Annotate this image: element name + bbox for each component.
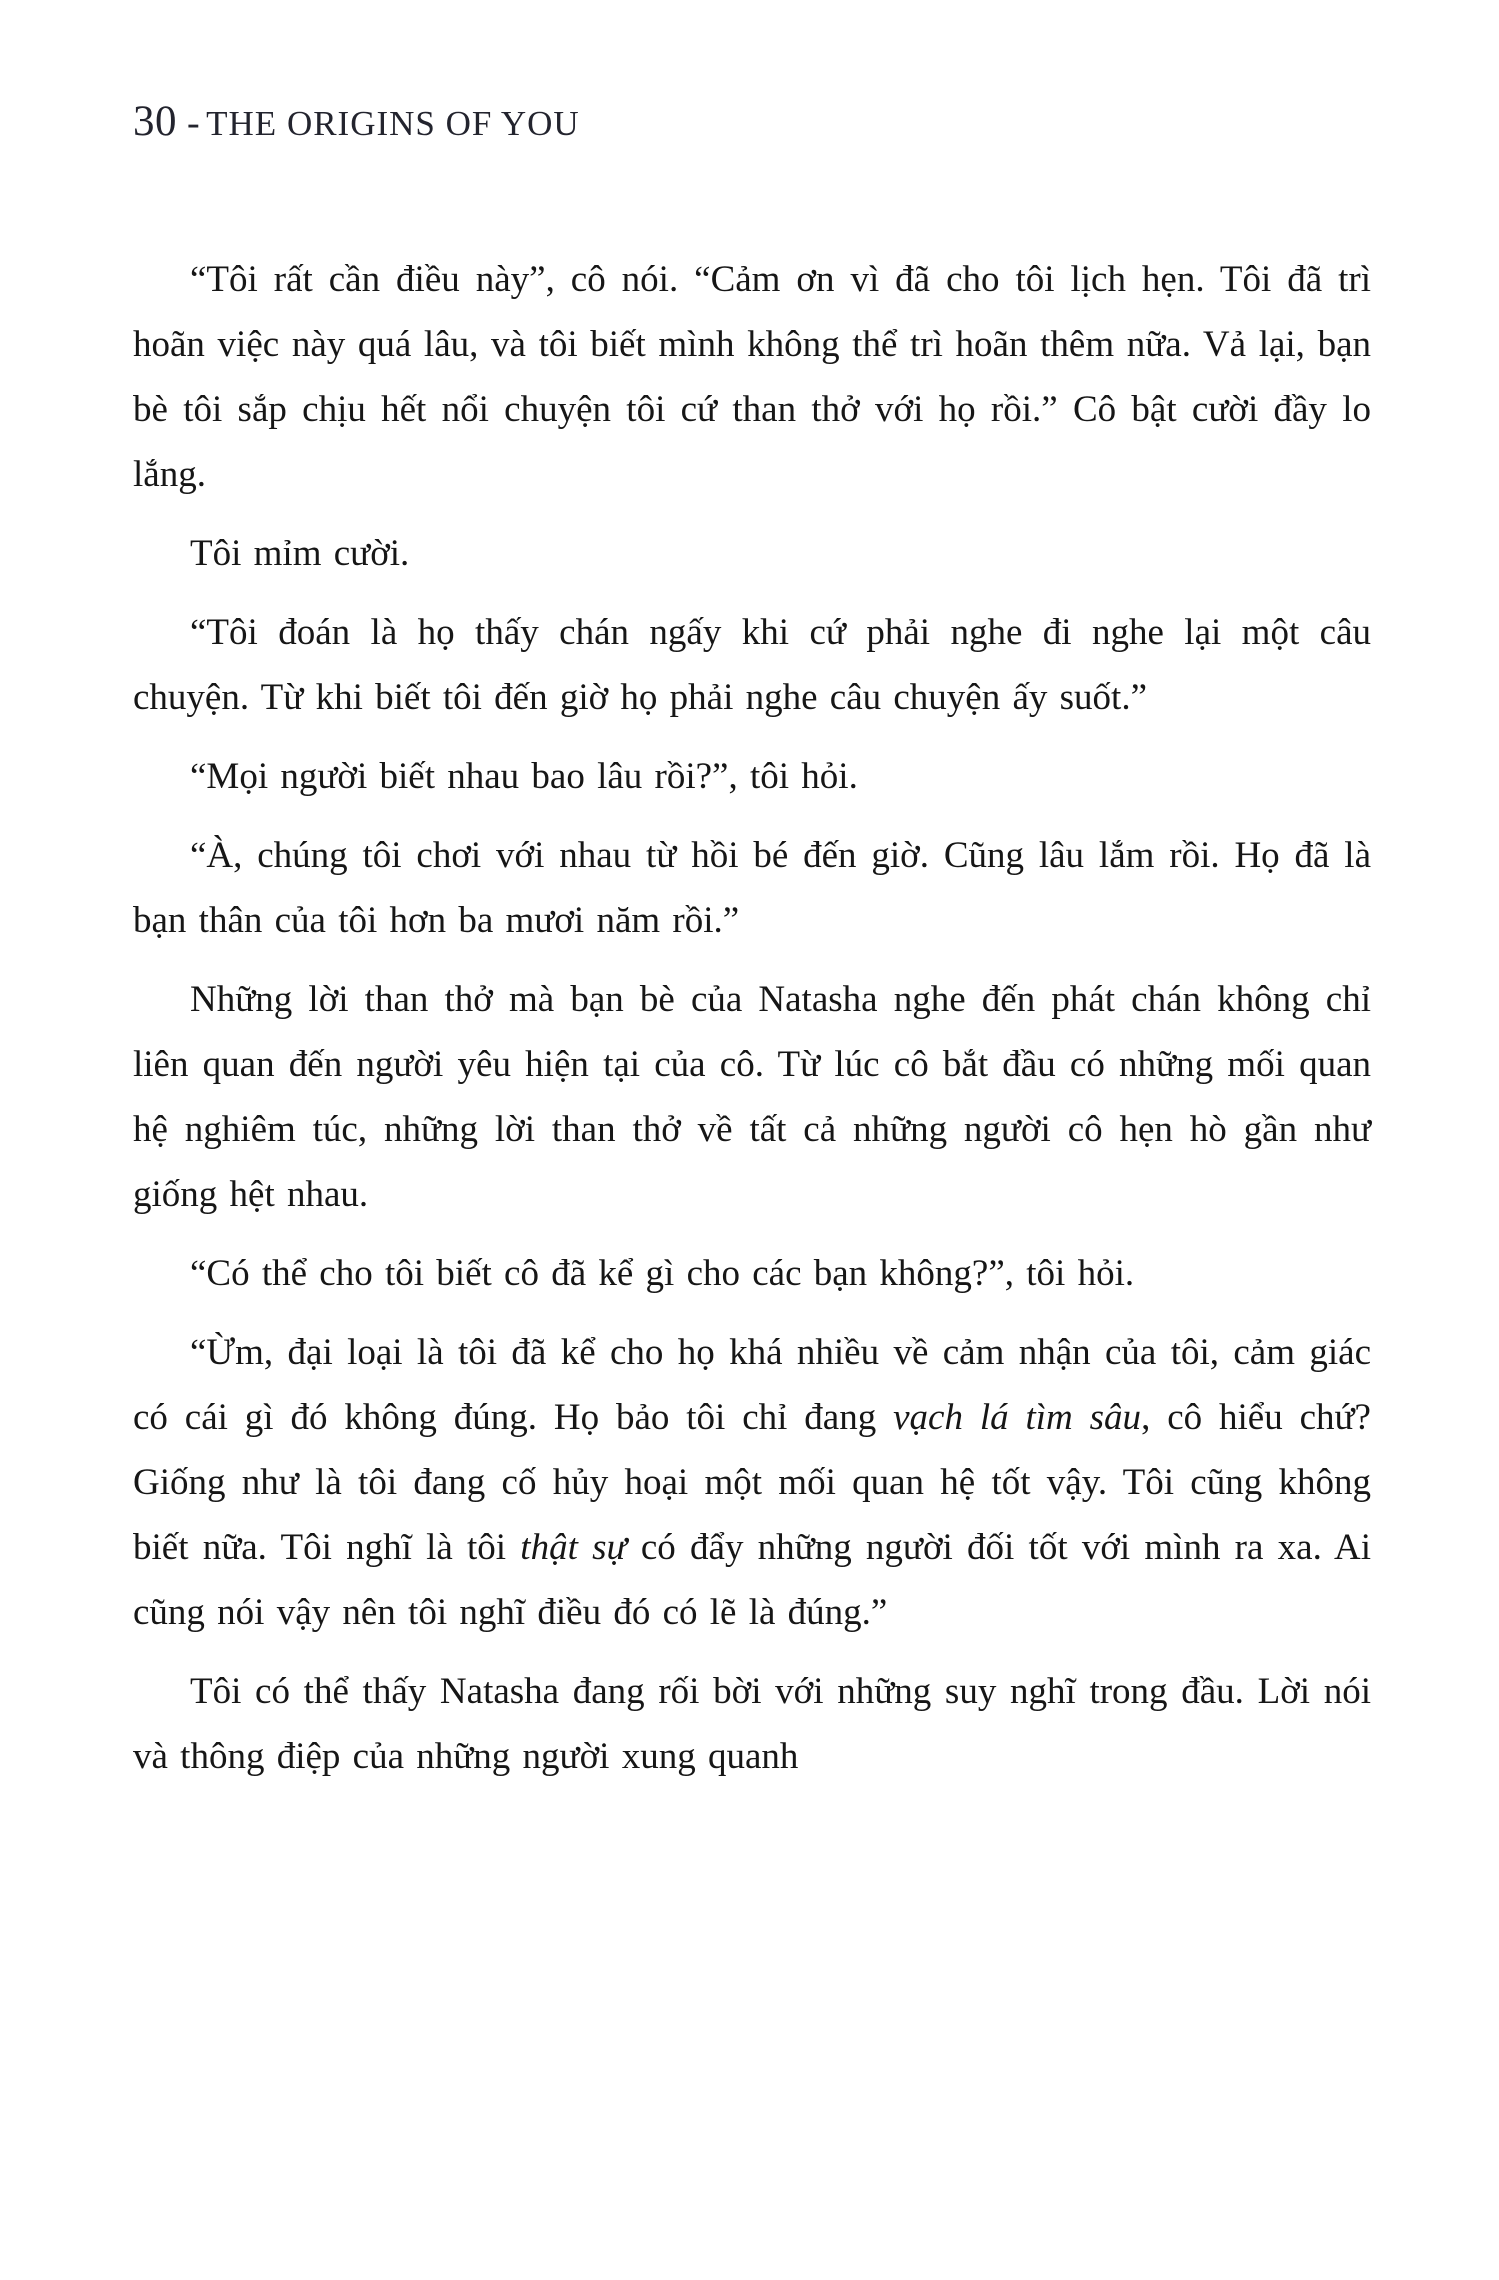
text-run: Những lời than thở mà bạn bè của Natasha nghe đến phát chán không chỉ liên quan đến người yêu hiện tại của cô. Từ lúc cô bắt đầu có những mối quan hệ nghiêm túc, những lời than thở về tất cả những người cô hẹn hò gần như giống hệt nhau. (133, 979, 1371, 1215)
running-header (133, 100, 1371, 145)
paragraph (133, 521, 1371, 586)
text-run: “À, chúng tôi chơi với nhau từ hồi bé đến giờ. Cũng lâu lắm rồi. Họ đã là bạn thân của tôi hơn ba mươi năm rồi.” (133, 835, 1371, 941)
header-separator: - (187, 102, 201, 144)
page-number: 30 (133, 98, 177, 145)
text-run: “Có thể cho tôi biết cô đã kể gì cho các bạn không?”, tôi hỏi. (190, 1253, 1135, 1294)
paragraph (133, 1659, 1371, 1789)
book-title: THE ORIGINS OF YOU (206, 104, 580, 143)
paragraph (133, 823, 1371, 953)
text-run: Tôi mỉm cười. (190, 533, 410, 574)
italic-text-run: vạch lá tìm sâu (893, 1397, 1142, 1438)
paragraph (133, 600, 1371, 730)
text-run: có đẩy những người đối tốt với mình ra xa. Ai cũng nói vậy nên tôi nghĩ điều đó có lẽ là đúng.” (133, 1527, 1371, 1633)
paragraph (133, 247, 1371, 507)
page-body (133, 247, 1371, 1789)
paragraph (133, 1320, 1371, 1645)
paragraph (133, 967, 1371, 1227)
text-run: “Mọi người biết nhau bao lâu rồi?”, tôi hỏi. (190, 756, 858, 797)
text-run: , cô hiểu chứ? Giống như là tôi đang cố hủy hoại một mối quan hệ tốt vậy. Tôi cũng không biết nữa. Tôi nghĩ là tôi (133, 1397, 1371, 1568)
paragraph (133, 744, 1371, 809)
paragraph (133, 1241, 1371, 1306)
italic-text-run: thật sự (520, 1527, 627, 1568)
text-run: “Tôi đoán là họ thấy chán ngấy khi cứ phải nghe đi nghe lại một câu chuyện. Từ khi biết tôi đến giờ họ phải nghe câu chuyện ấy suốt.” (133, 612, 1371, 718)
text-run: “Ừm, đại loại là tôi đã kể cho họ khá nhiều về cảm nhận của tôi, cảm giác có cái gì đó không đúng. Họ bảo tôi chỉ đang (133, 1332, 1371, 1438)
text-run: Tôi có thể thấy Natasha đang rối bời với những suy nghĩ trong đầu. Lời nói và thông điệp của những người xung quanh (133, 1671, 1371, 1777)
text-run: “Tôi rất cần điều này”, cô nói. “Cảm ơn vì đã cho tôi lịch hẹn. Tôi đã trì hoãn việc này quá lâu, và tôi biết mình không thể trì hoãn thêm nữa. Vả lại, bạn bè tôi sắp chịu hết nổi chuyện tôi cứ than thở với họ rồi.” Cô bật cười đầy lo lắng. (133, 259, 1371, 495)
